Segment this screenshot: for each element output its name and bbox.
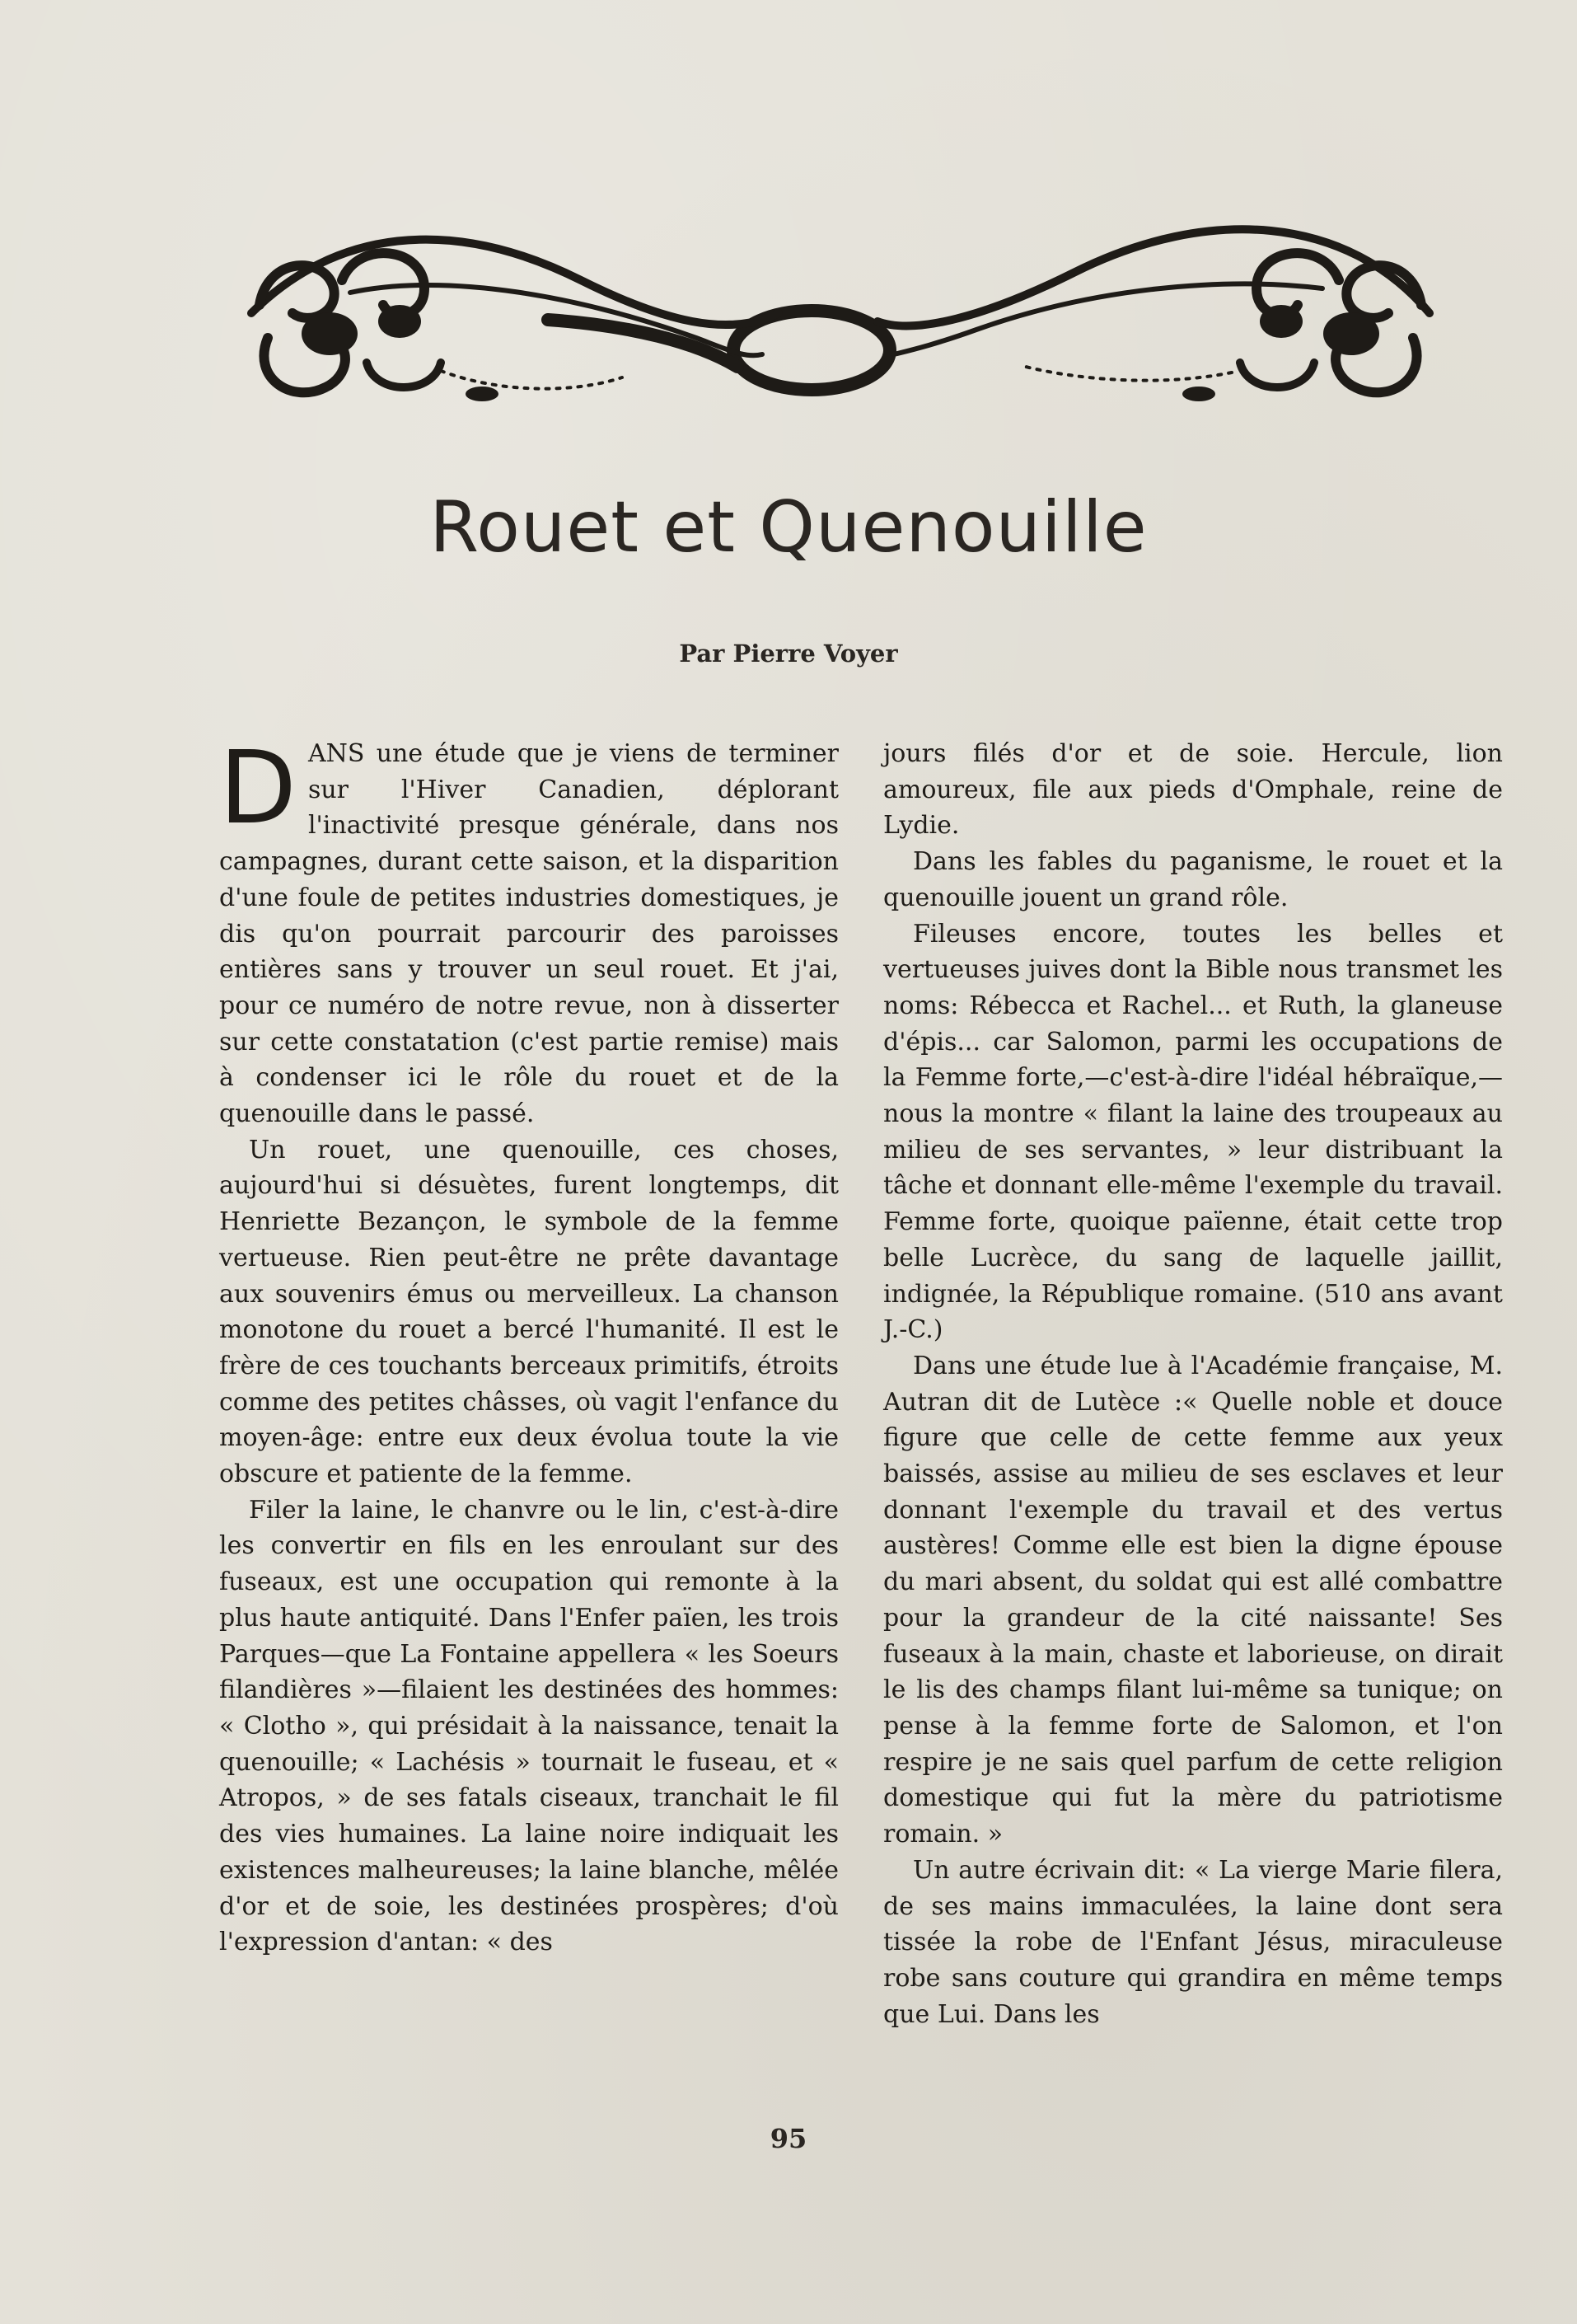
- right-column: [883, 736, 1503, 2032]
- paragraph: [219, 729, 839, 1132]
- paragraph: Un rouet, une quenouille, ces choses, aujourd'hui si désuètes, furent longtemps, dit Henriette Bezançon, le symbole de la femme vertueuse. Rien peut-être ne prête davantage aux souvenirs émus ou merveilleux. La chanson monotone du rouet a bercé l'humanité. Il est le frère de ces touchants berceaux primitifs, étroits comme des petites châsses, où vagit l'enfance du moyen-âge: entre eux deux évolua toute la vie obscure et patiente de la femme.: [219, 1135, 839, 1489]
- art-nouveau-scroll-ornament-icon: [235, 181, 1446, 429]
- drop-cap: D: [219, 729, 297, 846]
- left-column: [219, 729, 839, 1961]
- paragraph: Dans une étude lue à l'Académie française, M. Autran dit de Lutèce :« Quelle noble et douce figure que celle de cette femme aux yeux baissés, assise au milieu de ses esclaves et leur donnant l'exemple du travail et des vertus austères! Comme elle est bien la digne épouse du mari absent, du soldat qui est allé combattre pour la grandeur de la cité naissante! Ses fuseaux à la main, chaste et laborieuse, on dirait le lis des champs filant lui-même sa tunique; on pense à la femme forte de Salomon, et l'on respire je ne sais quel parfum de cette religion domestique qui fut la mère du patriotisme romain. »: [883, 1351, 1503, 1849]
- paragraph: Dans les fables du paganisme, le rouet et la quenouille jouent un grand rôle.: [883, 847, 1503, 912]
- page-number: 95: [770, 2123, 807, 2154]
- article-title: Rouet et Quenouille: [429, 486, 1148, 569]
- paragraph-text: ANS une étude que je viens de terminer sur l'Hiver Canadien, déplorant l'inactivité presque générale, dans nos campagnes, durant cette saison, et la disparition d'une foule de petites industries domestiques, je dis qu'on pourrait parcourir des paroisses entières sans y trouver un seul rouet. Et j'ai, pour ce numéro de notre revue, non à disserter sur cette constatation (c'est partie remise) mais à condenser ici le rôle du rouet et de la quenouille dans le passé.: [219, 739, 839, 1129]
- paragraph: Un autre écrivain dit: « La vierge Marie filera, de ses mains immaculées, la laine dont sera tissée la robe de l'Enfant Jésus, miraculeuse robe sans couture qui grandira en même temps que Lui. Dans les: [883, 1855, 1503, 2029]
- paragraph: jours filés d'or et de soie. Hercule, lion amoureux, file aux pieds d'Omphale, reine de Lydie.: [883, 739, 1503, 841]
- article-byline: Par Pierre Voyer: [679, 640, 898, 668]
- paragraph: Filer la laine, le chanvre ou le lin, c'est-à-dire les convertir en fils en les enroulant sur des fuseaux, est une occupation qui remonte à la plus haute antiquité. Dans l'Enfer païen, les trois Parques—que La Fontaine appellera « les Soeurs filandières »—filaient les destinées des hommes: « Clotho », qui présidait à la naissance, tenait la quenouille; « Lachésis » tournait le fuseau, et « Atropos, » de ses fatals ciseaux, tranchait le fil des vies humaines. La laine noire indiquait les existences malheureuses; la laine blanche, mêlée d'or et de soie, les destinées prospères; d'où l'expression d'antan: « des: [219, 1495, 839, 1957]
- paragraph: Fileuses encore, toutes les belles et vertueuses juives dont la Bible nous transmet les noms: Rébecca et Rachel... et Ruth, la glaneuse d'épis... car Salomon, parmi les occupations de la Femme forte,—c'est-à-dire l'idéal hébraïque,—nous la montre « filant la laine des troupeaux au milieu de ses servantes, » leur distribuant la tâche et donnant elle-même l'exemple du travail. Femme forte, quoique païenne, était cette trop belle Lucrèce, du sang de laquelle jaillit, indignée, la République romaine. (510 ans avant J.-C.): [883, 919, 1503, 1345]
